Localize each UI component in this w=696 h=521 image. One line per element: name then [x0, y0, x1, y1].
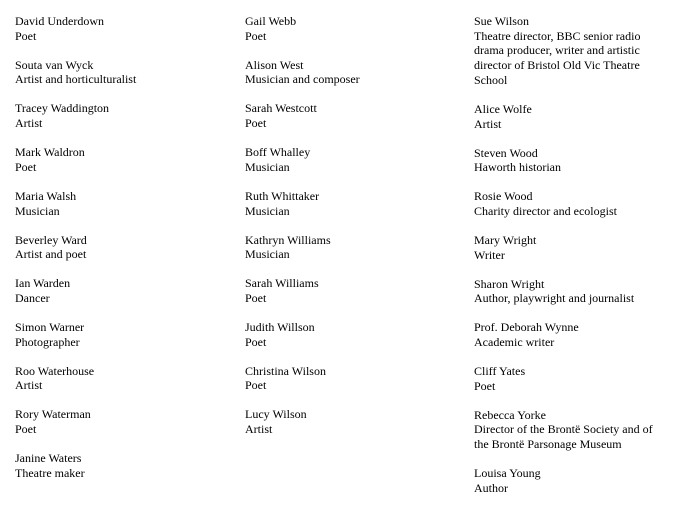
contributor-column-3 [474, 14, 656, 510]
contributor-entry [245, 14, 460, 43]
contributor-entry [245, 101, 460, 130]
contributor-name: Sharon Wright [474, 276, 545, 291]
contributor-name: Janine Waters [15, 451, 82, 466]
contributor-entry [474, 14, 656, 88]
contributor-name: Prof. Deborah Wynne [474, 320, 579, 335]
contributor-role: Theatre maker [15, 465, 85, 480]
contributor-role: Musician [245, 159, 290, 174]
contributor-entry [15, 233, 230, 262]
contributor-entry [245, 233, 460, 262]
contributor-entry [245, 58, 460, 87]
contributor-role: Poet [245, 28, 267, 43]
contributor-entry [474, 146, 656, 175]
contributor-role: Poet [245, 290, 267, 305]
contributor-name: Roo Waterhouse [15, 363, 95, 378]
contributor-role: Musician [245, 203, 290, 218]
contributor-entry [245, 189, 460, 218]
contributor-name: Gail Webb [245, 14, 297, 28]
contributor-role: Author [474, 480, 508, 495]
contributor-role: Haworth historian [474, 160, 561, 175]
contributor-role: Poet [245, 116, 267, 131]
contributor-column-1 [15, 14, 230, 495]
contributor-role: Poet [474, 378, 496, 393]
contributor-entry [245, 407, 460, 436]
contributor-name: Mark Waldron [15, 145, 85, 160]
contributor-column-2 [245, 14, 460, 451]
contributor-name: Christina Wilson [245, 363, 326, 378]
contributor-role: Poet [15, 159, 37, 174]
contributor-role: Charity director and ecologist [474, 203, 617, 218]
contributor-name: Tracey Waddington [15, 101, 110, 116]
contributor-name: Alison West [245, 57, 304, 72]
contributor-name: Rosie Wood [474, 189, 533, 204]
contributor-name: Ian Warden [15, 276, 71, 291]
contributor-entry [474, 189, 656, 218]
contributor-name: Mary Wright [474, 232, 537, 247]
contributor-role: Poet [15, 28, 37, 43]
contributor-name: Beverley Ward [15, 232, 87, 247]
contributor-entry [15, 320, 230, 349]
contributor-role: Poet [245, 334, 267, 349]
contributor-entry [245, 145, 460, 174]
contributor-entry [15, 145, 230, 174]
contributor-name: Judith Willson [245, 319, 315, 334]
contributor-name: Louisa Young [474, 466, 541, 481]
contributor-name: Cliff Yates [474, 364, 526, 379]
contributor-entry [15, 451, 230, 480]
contributor-name: Rory Waterman [15, 407, 91, 422]
contributor-role: Poet [245, 378, 267, 393]
contributor-name: David Underdown [15, 14, 104, 28]
contributor-entry [15, 407, 230, 436]
contributor-entry [474, 233, 656, 262]
contributor-role: Director of the Brontë Society and of the Brontë Parsonage Museum [474, 422, 653, 452]
contributor-entry [474, 102, 656, 131]
contributor-role: Writer [474, 247, 505, 262]
contributor-role: Photographer [15, 334, 80, 349]
contributor-name: Steven Wood [474, 145, 538, 160]
contributor-name: Alice Wolfe [474, 101, 532, 116]
contributor-name: Ruth Whittaker [245, 188, 320, 203]
contributor-entry [474, 408, 656, 452]
contributor-name: Lucy Wilson [245, 407, 307, 422]
contributor-entry [245, 364, 460, 393]
contributor-name: Maria Walsh [15, 188, 77, 203]
contributor-entry [15, 364, 230, 393]
contributor-role: Artist [15, 116, 43, 131]
contributor-name: Sue Wilson [474, 14, 529, 28]
contributor-name: Kathryn Williams [245, 232, 331, 247]
contributor-role: Artist [245, 422, 273, 437]
contributor-role: Musician and composer [245, 72, 360, 87]
contributor-entry [474, 320, 656, 349]
contributor-name: Sarah Williams [245, 276, 319, 291]
contributor-entry [245, 276, 460, 305]
contributor-entry [15, 276, 230, 305]
contributor-entry [474, 466, 656, 495]
contributor-role: Artist and horticulturalist [15, 72, 137, 87]
contributor-role: Academic writer [474, 335, 555, 350]
contributor-role: Theatre director, BBC senior radio drama producer, writer and artistic director of Bristol Old Vic Theatre School [474, 28, 641, 87]
contributor-name: Boff Whalley [245, 145, 311, 160]
contributor-name: Souta van Wyck [15, 57, 94, 72]
contributor-role: Musician [245, 247, 290, 262]
contributor-entry [474, 364, 656, 393]
contributor-role: Artist [15, 378, 43, 393]
contributor-name: Rebecca Yorke [474, 407, 546, 422]
contributor-role: Author, playwright and journalist [474, 291, 635, 306]
contributor-name: Simon Warner [15, 319, 85, 334]
contributor-role: Musician [15, 203, 60, 218]
contributor-entry [474, 277, 656, 306]
contributor-entry [15, 58, 230, 87]
contributor-role: Poet [15, 422, 37, 437]
contributor-role: Dancer [15, 290, 50, 305]
contributor-entry [15, 189, 230, 218]
contributor-name: Sarah Westcott [245, 101, 317, 116]
contributor-role: Artist [474, 116, 502, 131]
contributor-role: Artist and poet [15, 247, 87, 262]
contributor-entry [245, 320, 460, 349]
contributor-entry [15, 14, 230, 43]
contributor-entry [15, 101, 230, 130]
